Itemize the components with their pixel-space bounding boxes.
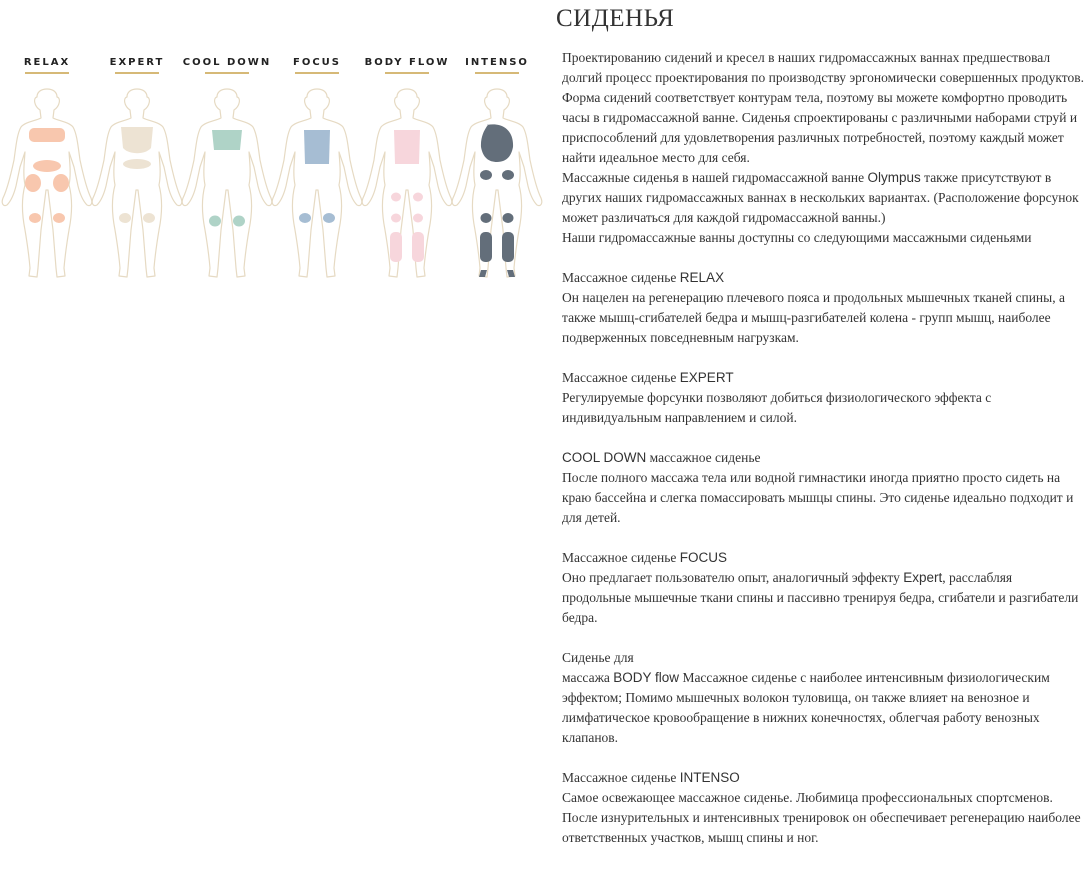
body-figure-intenso (452, 57, 542, 277)
massage-zone (480, 232, 492, 262)
main-content (556, 4, 1084, 848)
heading-text: Массажное сиденье (562, 370, 680, 385)
seat-name: INTENSO (679, 770, 740, 785)
seat-heading-body-flow: Сиденье для (562, 650, 634, 665)
massage-zone (413, 193, 423, 202)
intro-paragraph-3 (562, 168, 1084, 228)
seat-description-cool-down: После полного массажа тела или водной гимнастики иногда приятно просто сидеть на краю бассейна и слегка помассировать мышцы спины. Это сиденье идеально подходит и для детей. (562, 470, 1074, 525)
seat-name: FOCUS (679, 550, 728, 565)
massage-zone (502, 170, 514, 180)
massage-zone (33, 160, 61, 172)
body-figure-body-flow (362, 57, 452, 277)
description-text: массажа (562, 670, 614, 685)
intro-paragraph-2: Форма сидений соответствует контурам тела, поэтому вы можете комфортно проводить часы в гидромассажной ванне. Сиденья спроектированы с различными наборами струй и приспособлений для удовлетворения различных потребностей, поэтому каждый может найти идеальное место для себя. (562, 90, 1078, 165)
description-text: , расслабляя продольные мышечные ткани спины и пассивно тренируя бедра, сгибатели и разгибатели бедра. (562, 570, 1079, 625)
article-text (556, 48, 1084, 848)
seat-heading-expert (562, 368, 1084, 388)
massage-zone (391, 214, 401, 223)
massage-zone (323, 213, 335, 223)
seat-description-body-flow (562, 668, 1084, 748)
seat-heading-cool-down (562, 448, 1084, 468)
body-figure-relax (2, 57, 92, 277)
page-title: СИДЕНЬЯ (556, 5, 675, 32)
body-figure-cool-down (182, 57, 272, 277)
figure-label-intenso: INTENSO (465, 57, 529, 68)
massage-zone (503, 213, 514, 223)
figure-label-cool-down: COOL DOWN (182, 57, 272, 68)
figure-label-relax: RELAX (23, 57, 71, 68)
figure-label-body-flow: BODY FLOW (364, 57, 450, 68)
seat-name: COOL DOWN (562, 450, 647, 465)
massage-zone (212, 130, 242, 150)
massage-zone (209, 216, 221, 227)
massage-zone (299, 213, 311, 223)
massage-zone (29, 128, 65, 142)
seat-description-expert: Регулируемые форсунки позволяют добиться физиологического эффекта с индивидуальным направлением и силой. (562, 390, 992, 425)
massage-zone (412, 232, 424, 262)
massage-zone (123, 159, 151, 169)
figure-label-focus: FOCUS (293, 57, 341, 68)
massage-zone (119, 213, 131, 223)
body-figure-focus (272, 57, 362, 277)
body-figure-expert (92, 57, 182, 277)
description-text: Массажное сиденье с наиболее интенсивным физиологическим эффектом; Помимо мышечных волокон туловища, он также влияет на венозное и лимфатическое кровообращение в нижних конечностях, облегчая работу венозных клапанов. (562, 670, 1050, 745)
heading-text: массажное сиденье (646, 450, 761, 465)
seat-description-intenso: Самое освежающее массажное сиденье. Любимица профессиональных спортсменов. После изнурительных и интенсивных тренировок он обеспечивает регенерацию наиболее ответственных участков, мышц спины и ног. (562, 790, 1081, 845)
massage-zone (480, 170, 492, 180)
seat-heading-focus (562, 548, 1084, 568)
intro-paragraph-4: Наши гидромассажные ванны доступны со следующими массажными сиденьями (562, 230, 1032, 245)
heading-text: Массажное сиденье (562, 770, 680, 785)
massage-zone (413, 214, 423, 223)
massage-zone (25, 174, 41, 192)
massage-zone (390, 232, 402, 262)
massage-zone (304, 130, 330, 164)
massage-zone (502, 232, 514, 262)
seat-heading-relax (562, 268, 1084, 288)
body-outline (2, 89, 92, 277)
body-outline (92, 89, 182, 277)
heading-text: Массажное сиденье (562, 270, 680, 285)
intro-text: Массажные сиденья в нашей гидромассажной ванне (562, 170, 868, 185)
seat-name: BODY flow (613, 670, 680, 685)
massage-zone (53, 174, 69, 192)
massage-zone (233, 216, 245, 227)
seat-description-focus (562, 568, 1084, 628)
massage-zone (29, 213, 41, 223)
seat-zones-diagram (0, 0, 548, 300)
massage-zone (53, 213, 65, 223)
figure-label-expert: EXPERT (109, 57, 165, 68)
massage-zone (394, 130, 420, 164)
massage-zone (391, 193, 401, 202)
body-outline (182, 89, 272, 277)
seat-name: Expert (903, 570, 943, 585)
massage-zone (121, 127, 153, 153)
intro-paragraph-1: Проектированию сидений и кресел в наших гидромассажных ваннах предшествовал долгий процесс проектирования по производству эргономически совершенных продуктов. (562, 50, 1084, 85)
seat-name: EXPERT (679, 370, 734, 385)
heading-text: Массажное сиденье (562, 550, 680, 565)
intro-text: также присутствуют в других наших гидромассажных ваннах в нескольких вариантах. (562, 170, 1052, 205)
seat-name: RELAX (679, 270, 725, 285)
massage-zone (481, 213, 492, 223)
description-text: Оно предлагает пользователю опыт, аналогичный эффекту (562, 570, 904, 585)
model-name: Olympus (867, 170, 921, 185)
body-outline (362, 89, 452, 277)
intro-note: (Расположение форсунок может различаться для каждой гидромассажной ванны.) (562, 190, 1079, 225)
body-outline (272, 89, 362, 277)
seat-heading-intenso (562, 768, 1084, 788)
body-outline (452, 89, 542, 277)
massage-zone (143, 213, 155, 223)
massage-seats-illustration (0, 0, 548, 300)
seat-description-relax: Он нацелен на регенерацию плечевого пояса и продольных мышечных тканей спины, а также мышц-сгибателей бедра и мышц-разгибателей колена - групп мышц, наиболее подверженных повседневным нагрузкам. (562, 290, 1065, 345)
